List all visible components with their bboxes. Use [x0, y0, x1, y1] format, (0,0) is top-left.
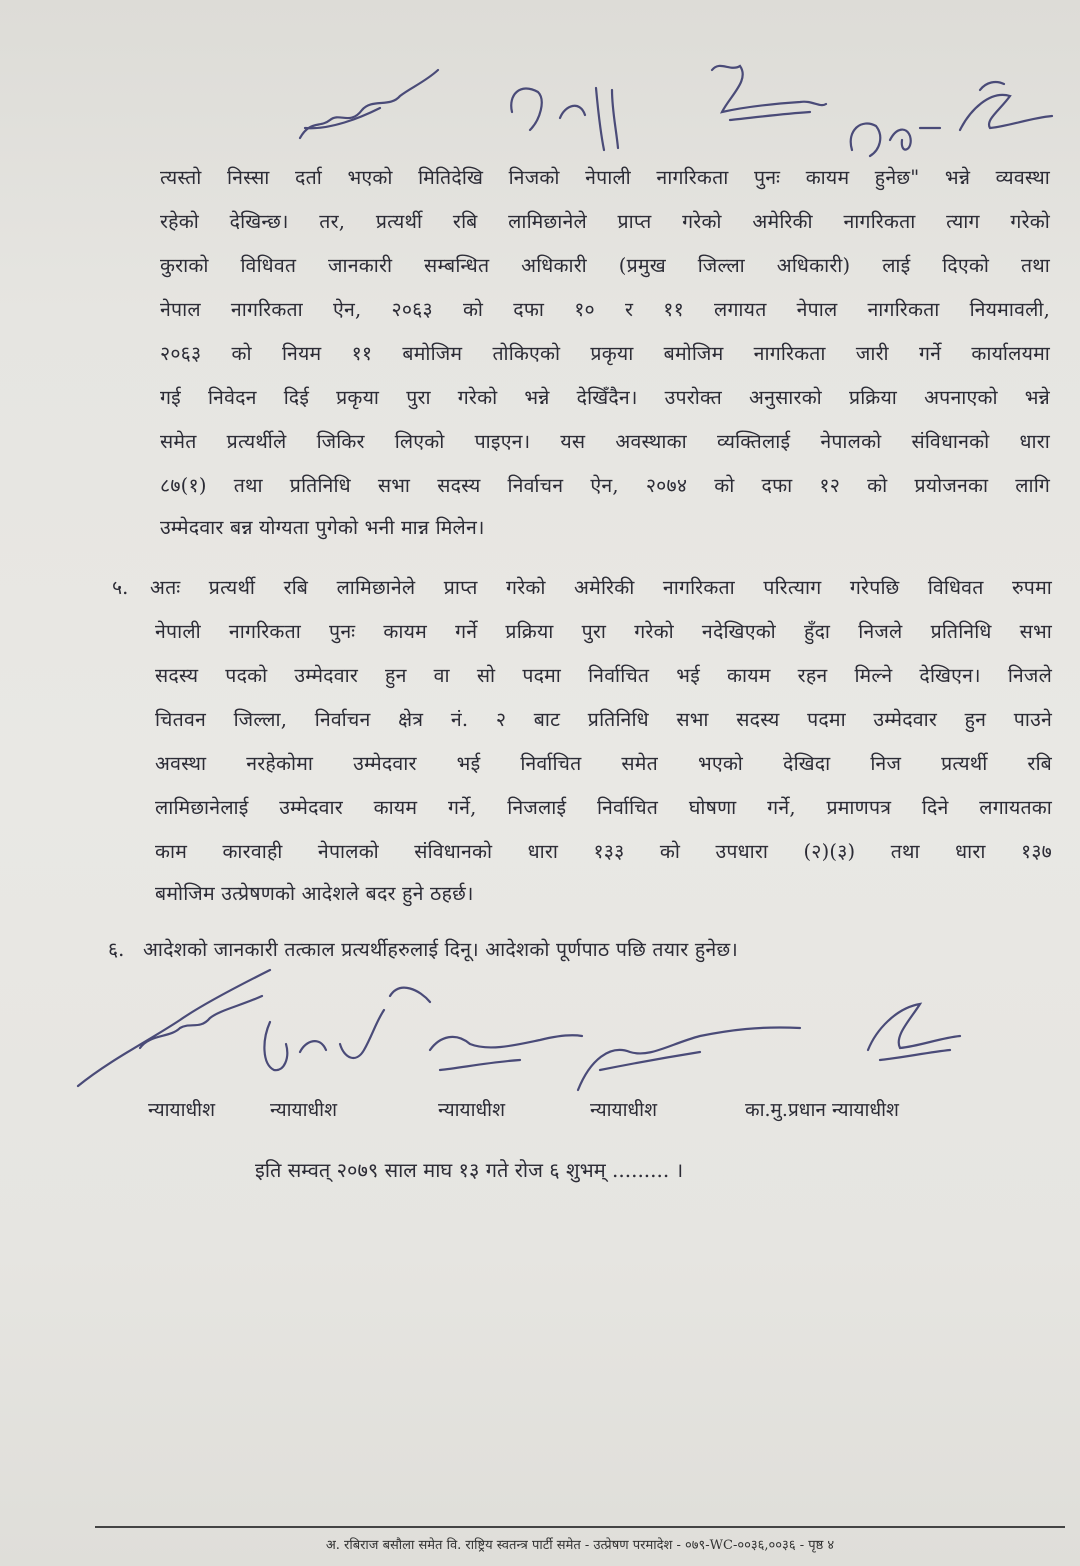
signatory-title: न्यायाधीश — [438, 1099, 506, 1121]
paragraph-line: नेपाली नागरिकता पुनः कायम गर्ने प्रक्रिया पुरा गरेको नदेखिएको हुँदा निजले प्रतिनिधि सभा — [155, 620, 1052, 643]
paragraph-number: ६. — [108, 938, 125, 961]
paragraph-line: २०६३ को नियम ११ बमोजिम तोकिएको प्रकृया बमोजिम नागरिकता जारी गर्ने कार्यालयमा — [160, 342, 1050, 365]
signature-mark-3 — [430, 1035, 582, 1070]
paragraph-line: काम कारवाही नेपालको संविधानको धारा १३३ को उपधारा (२)(३) तथा धारा १३७ — [155, 840, 1052, 863]
paragraph-line: कुराको विधिवत जानकारी सम्बन्धित अधिकारी (प्रमुख जिल्ला अधिकारी) लाई दिएको तथा — [160, 254, 1050, 277]
paragraph-line: लामिछानेलाई उम्मेदवार कायम गर्ने, निजलाई निर्वाचित घोषणा गर्ने, प्रमाणपत्र दिने लगायतका — [155, 796, 1052, 819]
paragraph-line: त्यस्तो निस्सा दर्ता भएको मितिदेखि निजको नेपाली नागरिकता पुनः कायम हुनेछ" भन्ने व्यवस्था — [160, 166, 1050, 189]
footer-reference: अ. रबिराज बसौला समेत वि. राष्ट्रिय स्वतन्त्र पार्टी समेत - उत्प्रेषण परमादेश - ०७९-WC-००३६,००३६ - पृष्ठ ४ — [325, 1538, 835, 1553]
paragraph-number: ५. — [112, 576, 129, 599]
signatory-title: का.मु.प्रधान न्यायाधीश — [745, 1099, 899, 1121]
signature-mark-5 — [868, 1004, 960, 1060]
bottom-signatures — [0, 940, 1080, 1100]
signature-mark-5 — [960, 82, 1052, 130]
paragraph-line: बमोजिम उत्प्रेषणको आदेशले बदर हुने ठहर्छ। — [155, 882, 474, 905]
paragraph-line: अवस्था नरहेकोमा उम्मेदवार भई निर्वाचित समेत भएको देखिदा निज प्रत्यर्थी रबि — [155, 752, 1052, 775]
signatory-title: न्यायाधीश — [148, 1099, 216, 1121]
paragraph-line: गई निवेदन दिई प्रकृया पुरा गरेको भन्ने देखिँदैन। उपरोक्त अनुसारको प्रक्रिया अपनाएको भन्ने — [160, 386, 1050, 409]
signature-mark-3 — [712, 66, 826, 120]
signature-mark-2 — [511, 88, 618, 150]
paragraph-line: ८७(१) तथा प्रतिनिधि सभा सदस्य निर्वाचन ऐन, २०७४ को दफा १२ को प्रयोजनका लागि — [160, 474, 1050, 497]
signature-mark-2 — [264, 988, 430, 1070]
paragraph-line: उम्मेदवार बन्न योग्यता पुगेको भनी मान्न मिलेन। — [160, 516, 485, 539]
paragraph-line: आदेशको जानकारी तत्काल प्रत्यर्थीहरुलाई दिनू। आदेशको पूर्णपाठ पछि तयार हुनेछ। — [143, 938, 738, 961]
signatory-title: न्यायाधीश — [270, 1099, 338, 1121]
signature-mark-4 — [851, 123, 940, 156]
paragraph-line: सदस्य पदको उम्मेदवार हुन वा सो पदमा निर्वाचित भई कायम रहन मिल्ने देखिएन। निजले — [155, 664, 1052, 687]
paragraph-line: नेपाल नागरिकता ऐन, २०६३ को दफा १० र ११ लगायत नेपाल नागरिकता नियमावली, — [160, 298, 1050, 321]
footer-divider — [95, 1526, 1065, 1528]
paragraph-line: अतः प्रत्यर्थी रबि लामिछानेले प्राप्त गरेको अमेरिकी नागरिकता परित्याग गरेपछि विधिवत रुपमा — [150, 576, 1052, 599]
signature-mark-1 — [78, 970, 270, 1086]
signature-mark-4 — [578, 1027, 800, 1090]
date-line: इति सम्वत् २०७९ साल माघ १३ गते रोज ६ शुभम् ......... । — [255, 1158, 684, 1182]
paragraph-line: रहेको देखिन्छ। तर, प्रत्यर्थी रबि लामिछानेले प्राप्त गरेको अमेरिकी नागरिकता त्याग गरेको — [160, 210, 1050, 233]
paragraph-line: चितवन जिल्ला, निर्वाचन क्षेत्र नं. २ बाट प्रतिनिधि सभा सदस्य पदमा उम्मेदवार हुन पाउने — [155, 708, 1052, 731]
top-signatures — [0, 0, 1080, 170]
paragraph-line: समेत प्रत्यर्थीले जिकिर लिएको पाइएन। यस अवस्थाका व्यक्तिलाई नेपालको संविधानको धारा — [160, 430, 1050, 453]
signatory-title: न्यायाधीश — [590, 1099, 658, 1121]
